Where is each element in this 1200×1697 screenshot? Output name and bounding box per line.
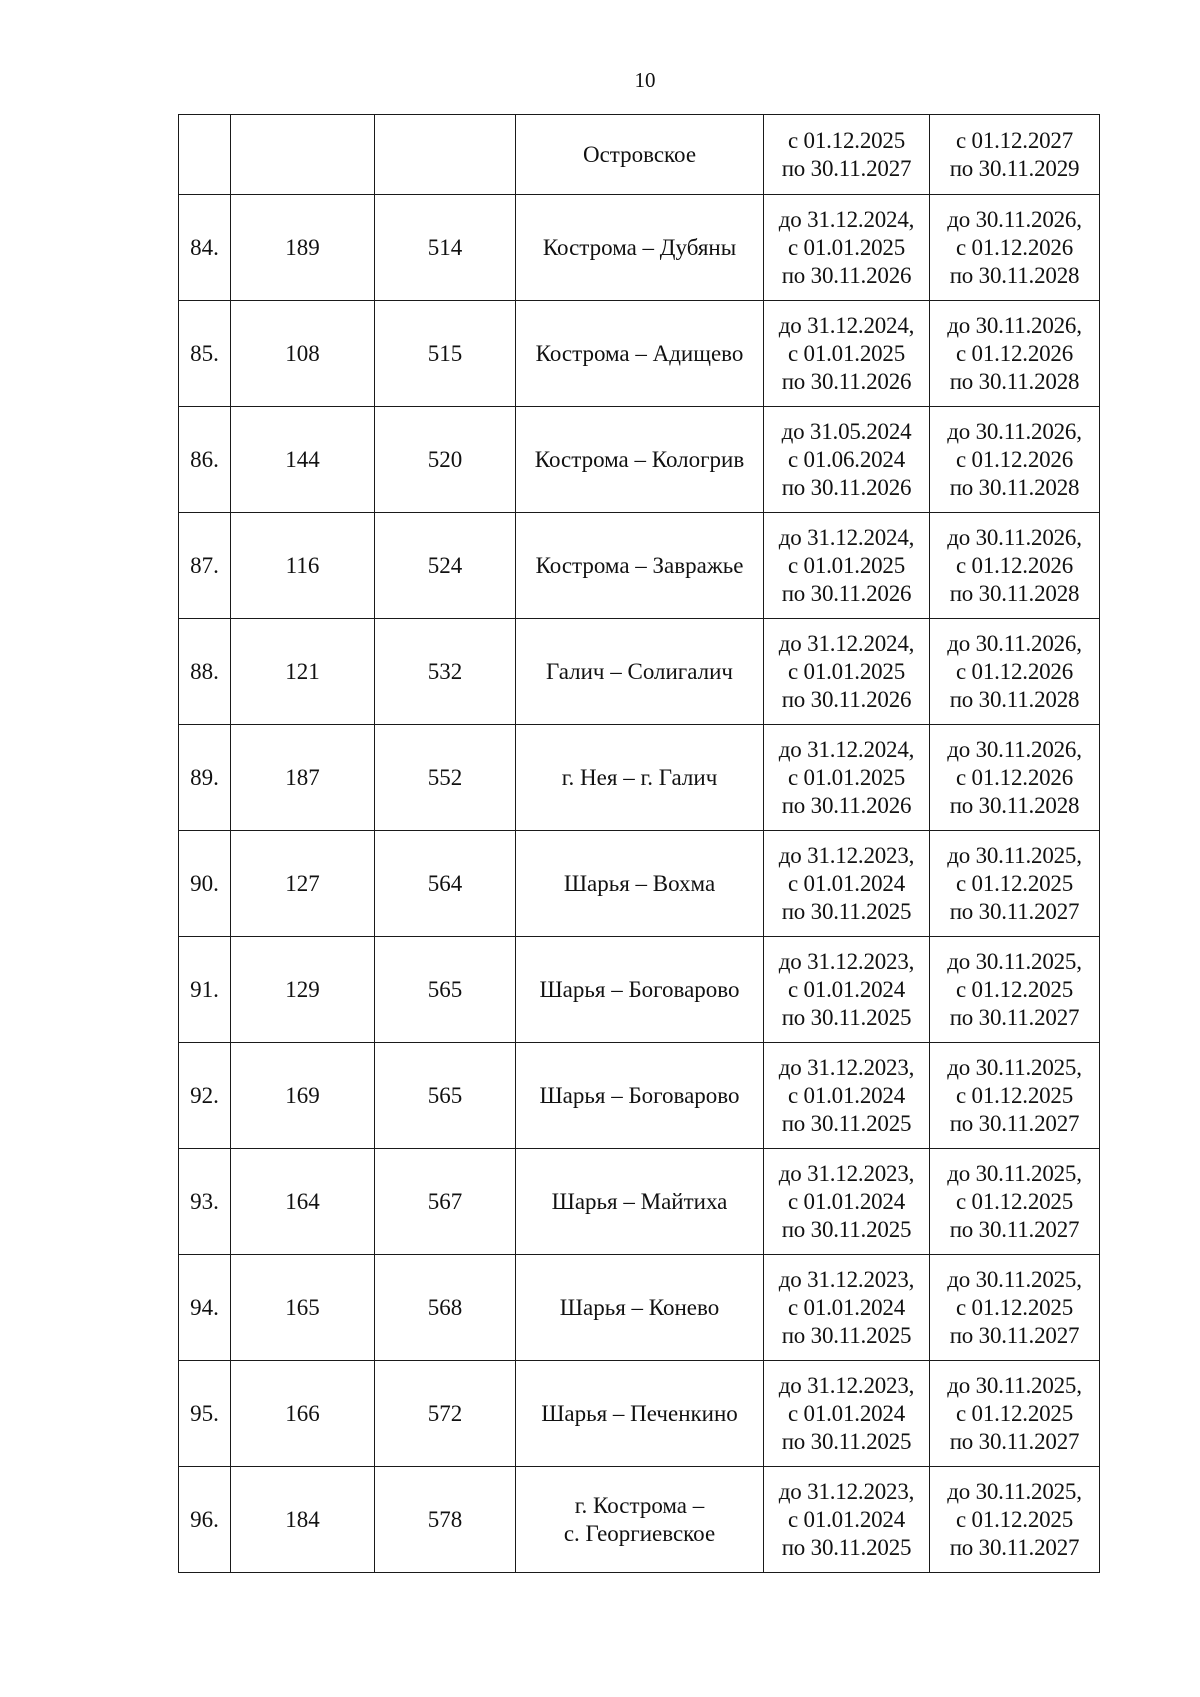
registration-number-cell: 184: [231, 1467, 375, 1573]
period-next-cell: [930, 115, 1100, 195]
cell-line: с 01.12.2026: [955, 234, 1074, 260]
table-row: [179, 1361, 1100, 1467]
cell-line: до 31.12.2023,: [778, 1160, 915, 1186]
route-number-cell: 524: [375, 513, 516, 619]
period-current-cell: [764, 831, 930, 937]
period-current-cell: [764, 513, 930, 619]
registration-number-cell: 166: [231, 1361, 375, 1467]
cell-line: с 01.01.2024: [787, 1294, 906, 1320]
period-current-cell: [764, 195, 930, 301]
cell-line: до 31.12.2024,: [778, 206, 915, 232]
cell-line: по 30.11.2026: [781, 262, 912, 288]
cell-line: по 30.11.2027: [949, 1322, 1080, 1348]
cell-line: с 01.12.2025: [955, 976, 1074, 1002]
route-number-cell: 564: [375, 831, 516, 937]
cell-line: по 30.11.2027: [949, 1110, 1080, 1136]
table-row: [179, 1467, 1100, 1573]
cell-line: с 01.12.2025: [955, 1188, 1074, 1214]
period-next-cell: [930, 1149, 1100, 1255]
registration-number-cell: 129: [231, 937, 375, 1043]
cell-line: до 30.11.2026,: [947, 418, 1082, 444]
period-next-cell: [930, 1361, 1100, 1467]
cell-line: с 01.01.2025: [787, 234, 906, 260]
page-number: 10: [634, 68, 656, 92]
cell-line: по 30.11.2027: [781, 155, 912, 181]
period-current-cell: [764, 1467, 930, 1573]
route-name-cell: [516, 619, 764, 725]
route-name-cell: [516, 831, 764, 937]
cell-line: с 01.12.2026: [955, 764, 1074, 790]
row-number-cell: 96.: [179, 1467, 231, 1573]
table-row: [179, 1043, 1100, 1149]
row-number-cell: 95.: [179, 1361, 231, 1467]
cell-line: до 30.11.2025,: [947, 1160, 1082, 1186]
period-next-cell: [930, 1467, 1100, 1573]
cell-line: с 01.12.2025: [955, 1294, 1074, 1320]
period-current-cell: [764, 407, 930, 513]
route-name-cell: [516, 937, 764, 1043]
registration-number-cell: 116: [231, 513, 375, 619]
cell-line: Шарья – Боговарово: [539, 976, 740, 1002]
route-name-cell: [516, 1043, 764, 1149]
cell-line: с 01.06.2024: [787, 446, 906, 472]
cell-line: с. Георгиевское: [563, 1520, 716, 1546]
period-next-cell: [930, 195, 1100, 301]
cell-line: по 30.11.2028: [949, 262, 1080, 288]
cell-line: по 30.11.2026: [781, 580, 912, 606]
table-row: [179, 513, 1100, 619]
route-name-cell: [516, 1255, 764, 1361]
row-number-cell: 94.: [179, 1255, 231, 1361]
cell-line: Кострома – Кологрив: [534, 446, 745, 472]
period-next-cell: [930, 513, 1100, 619]
cell-line: с 01.01.2025: [787, 552, 906, 578]
period-next-cell: [930, 619, 1100, 725]
route-name-cell: [516, 1361, 764, 1467]
cell-line: до 30.11.2025,: [947, 948, 1082, 974]
registration-number-cell: 121: [231, 619, 375, 725]
cell-line: по 30.11.2027: [949, 1428, 1080, 1454]
route-name-cell: [516, 725, 764, 831]
period-next-cell: [930, 1043, 1100, 1149]
route-number-cell: 514: [375, 195, 516, 301]
period-current-cell: [764, 619, 930, 725]
cell-line: до 30.11.2026,: [947, 312, 1082, 338]
cell-line: Шарья – Вохма: [563, 870, 716, 896]
cell-line: по 30.11.2028: [949, 686, 1080, 712]
cell-line: с 01.01.2025: [787, 340, 906, 366]
period-next-cell: [930, 725, 1100, 831]
cell-line: г. Нея – г. Галич: [561, 764, 718, 790]
cell-line: с 01.01.2024: [787, 1188, 906, 1214]
registration-number-cell: 187: [231, 725, 375, 831]
row-number-cell: 91.: [179, 937, 231, 1043]
cell-line: по 30.11.2028: [949, 580, 1080, 606]
registration-number-cell: 127: [231, 831, 375, 937]
cell-line: до 31.12.2023,: [778, 1266, 915, 1292]
route-schedule-table: [178, 114, 1100, 1573]
period-next-cell: [930, 937, 1100, 1043]
cell-line: по 30.11.2027: [949, 1534, 1080, 1560]
cell-line: Островское: [582, 141, 697, 167]
row-number-cell: 86.: [179, 407, 231, 513]
registration-number-cell: 165: [231, 1255, 375, 1361]
cell-line: с 01.01.2024: [787, 1506, 906, 1532]
cell-line: до 31.12.2023,: [778, 842, 915, 868]
table-row: [179, 1149, 1100, 1255]
cell-line: Кострома – Завражье: [535, 552, 744, 578]
period-current-cell: [764, 1255, 930, 1361]
cell-line: по 30.11.2025: [781, 1110, 912, 1136]
route-name-cell: [516, 513, 764, 619]
cell-line: с 01.12.2027: [955, 127, 1074, 153]
cell-line: Кострома – Дубяны: [542, 234, 737, 260]
period-current-cell: [764, 301, 930, 407]
route-number-cell: 520: [375, 407, 516, 513]
cell-line: до 30.11.2026,: [947, 524, 1082, 550]
period-current-cell: [764, 1043, 930, 1149]
cell-line: до 31.12.2023,: [778, 948, 915, 974]
period-current-cell: [764, 1361, 930, 1467]
cell-line: с 01.01.2025: [787, 658, 906, 684]
cell-line: по 30.11.2026: [781, 792, 912, 818]
route-number-cell: 532: [375, 619, 516, 725]
table-row: [179, 407, 1100, 513]
cell-line: с 01.12.2026: [955, 552, 1074, 578]
period-current-cell: [764, 937, 930, 1043]
row-number-cell: 85.: [179, 301, 231, 407]
period-next-cell: [930, 407, 1100, 513]
cell-line: Шарья – Печенкино: [541, 1400, 738, 1426]
cell-line: по 30.11.2025: [781, 1428, 912, 1454]
route-number-cell: 552: [375, 725, 516, 831]
route-name-cell: [516, 1149, 764, 1255]
route-name-cell: [516, 195, 764, 301]
cell-line: с 01.12.2026: [955, 658, 1074, 684]
cell-line: с 01.12.2026: [955, 340, 1074, 366]
table-row: [179, 301, 1100, 407]
cell-line: до 31.12.2023,: [778, 1372, 915, 1398]
cell-line: по 30.11.2028: [949, 474, 1080, 500]
route-name-cell: [516, 407, 764, 513]
row-number-cell: 84.: [179, 195, 231, 301]
cell-line: до 30.11.2026,: [947, 736, 1082, 762]
cell-line: по 30.11.2026: [781, 474, 912, 500]
route-name-cell: [516, 115, 764, 195]
cell-line: по 30.11.2026: [781, 686, 912, 712]
cell-line: с 01.01.2024: [787, 1400, 906, 1426]
cell-line: с 01.01.2024: [787, 870, 906, 896]
cell-line: с 01.12.2025: [955, 870, 1074, 896]
table-row: [179, 937, 1100, 1043]
cell-line: Шарья – Боговарово: [539, 1082, 740, 1108]
registration-number-cell: 189: [231, 195, 375, 301]
cell-line: г. Кострома –: [574, 1492, 705, 1518]
registration-number-cell: [231, 115, 375, 195]
cell-line: по 30.11.2025: [781, 1004, 912, 1030]
cell-line: до 30.11.2025,: [947, 1372, 1082, 1398]
period-next-cell: [930, 831, 1100, 937]
cell-line: до 30.11.2025,: [947, 1266, 1082, 1292]
cell-line: до 30.11.2026,: [947, 630, 1082, 656]
cell-line: до 31.12.2024,: [778, 524, 915, 550]
cell-line: с 01.12.2026: [955, 446, 1074, 472]
route-number-cell: [375, 115, 516, 195]
table-body: [179, 115, 1100, 1573]
period-next-cell: [930, 1255, 1100, 1361]
cell-line: до 31.05.2024: [781, 418, 912, 444]
registration-number-cell: 108: [231, 301, 375, 407]
cell-line: с 01.01.2024: [787, 1082, 906, 1108]
cell-line: с 01.12.2025: [955, 1400, 1074, 1426]
cell-line: Галич – Солигалич: [545, 658, 733, 684]
row-number-cell: 92.: [179, 1043, 231, 1149]
cell-line: до 31.12.2024,: [778, 736, 915, 762]
period-current-cell: [764, 725, 930, 831]
cell-line: по 30.11.2025: [781, 898, 912, 924]
cell-line: по 30.11.2026: [781, 368, 912, 394]
row-number-cell: 89.: [179, 725, 231, 831]
row-number-cell: 93.: [179, 1149, 231, 1255]
row-number-cell: [179, 115, 231, 195]
route-name-cell: [516, 1467, 764, 1573]
registration-number-cell: 164: [231, 1149, 375, 1255]
cell-line: с 01.12.2025: [955, 1082, 1074, 1108]
registration-number-cell: 144: [231, 407, 375, 513]
cell-line: до 31.12.2023,: [778, 1478, 915, 1504]
period-next-cell: [930, 301, 1100, 407]
row-number-cell: 88.: [179, 619, 231, 725]
cell-line: по 30.11.2029: [949, 155, 1080, 181]
table-row: [179, 619, 1100, 725]
cell-line: до 31.12.2024,: [778, 312, 915, 338]
cell-line: с 01.12.2025: [787, 127, 906, 153]
cell-line: до 30.11.2025,: [947, 842, 1082, 868]
cell-line: по 30.11.2028: [949, 368, 1080, 394]
cell-line: до 30.11.2026,: [947, 206, 1082, 232]
route-number-cell: 565: [375, 937, 516, 1043]
cell-line: до 30.11.2025,: [947, 1054, 1082, 1080]
cell-line: по 30.11.2027: [949, 898, 1080, 924]
route-number-cell: 515: [375, 301, 516, 407]
row-number-cell: 87.: [179, 513, 231, 619]
route-number-cell: 568: [375, 1255, 516, 1361]
cell-line: по 30.11.2025: [781, 1534, 912, 1560]
cell-line: Кострома – Адищево: [535, 340, 744, 366]
row-number-cell: 90.: [179, 831, 231, 937]
table-row: [179, 195, 1100, 301]
table-row: [179, 831, 1100, 937]
cell-line: до 31.12.2024,: [778, 630, 915, 656]
table-row: [179, 1255, 1100, 1361]
period-current-cell: [764, 1149, 930, 1255]
cell-line: по 30.11.2025: [781, 1216, 912, 1242]
cell-line: Шарья – Майтиха: [551, 1188, 728, 1214]
table-row: [179, 115, 1100, 195]
route-number-cell: 572: [375, 1361, 516, 1467]
cell-line: с 01.01.2025: [787, 764, 906, 790]
cell-line: по 30.11.2025: [781, 1322, 912, 1348]
route-number-cell: 565: [375, 1043, 516, 1149]
cell-line: до 31.12.2023,: [778, 1054, 915, 1080]
cell-line: по 30.11.2028: [949, 792, 1080, 818]
route-number-cell: 567: [375, 1149, 516, 1255]
cell-line: с 01.01.2024: [787, 976, 906, 1002]
cell-line: до 30.11.2025,: [947, 1478, 1082, 1504]
period-current-cell: [764, 115, 930, 195]
cell-line: по 30.11.2027: [949, 1004, 1080, 1030]
registration-number-cell: 169: [231, 1043, 375, 1149]
route-name-cell: [516, 301, 764, 407]
cell-line: Шарья – Конево: [559, 1294, 720, 1320]
cell-line: с 01.12.2025: [955, 1506, 1074, 1532]
route-number-cell: 578: [375, 1467, 516, 1573]
cell-line: по 30.11.2027: [949, 1216, 1080, 1242]
table-row: [179, 725, 1100, 831]
